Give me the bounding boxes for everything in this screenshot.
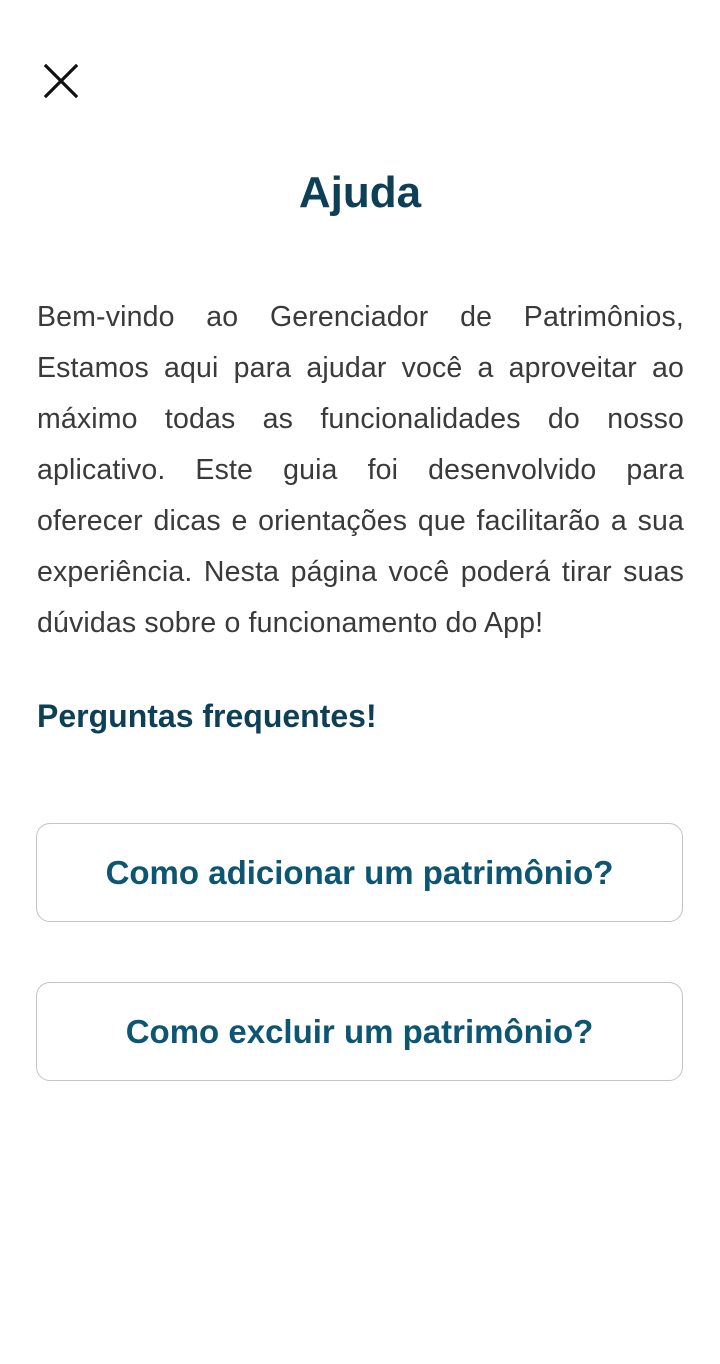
faq-heading: Perguntas frequentes! [37,698,377,734]
faq-delete-asset-button[interactable]: Como excluir um patrimônio? [36,982,683,1081]
faq-add-asset-button[interactable]: Como adicionar um patrimônio? [36,823,683,922]
close-button[interactable] [36,56,86,106]
page-title: Ajuda [298,168,422,217]
intro-text: Bem-vindo ao Gerenciador de Patrimônios, Estamos aqui para ajudar você a aproveitar ao máximo todas as funcionalidades do nosso aplicativo. Este guia foi desenvolvido para oferecer dicas e orientações que facilitarão a sua experiência. Nesta página você poderá tirar suas dúvidas sobre o funcionamento do App! [37,301,684,639]
close-icon [44,64,78,98]
